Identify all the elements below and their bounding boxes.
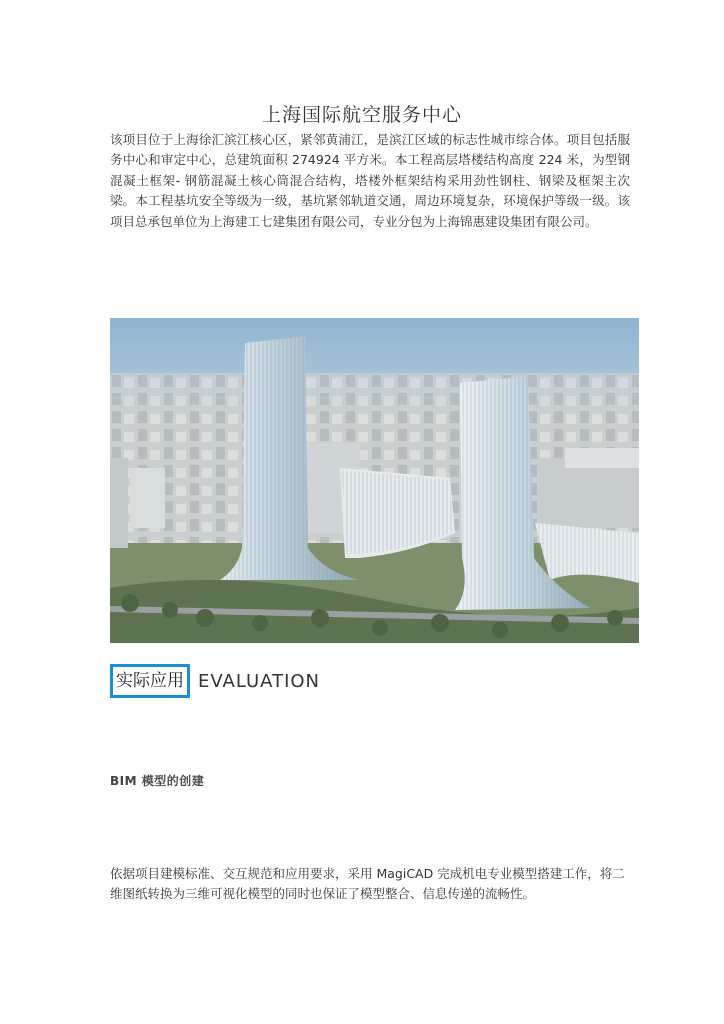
intro-paragraph: 该项目位于上海徐汇滨江核心区，紧邻黄浦江，是滨江区域的标志性城市综合体。项目包括服务中心和审定中心，总建筑面积 274924 平方米。本工程高层塔楼结构高度 224 米，为型钢混凝土框架- 钢筋混凝土核心筒混合结构，塔楼外框架结构采用劲性钢柱、钢梁及框架主次梁。本工程基坑安全等级为一级，基坑紧邻轨道交通，周边环境复杂，环境保护等级一级。该项目总承包单位为上海建工七建集团有限公司，专业分包为上海锦惠建设集团有限公司。: [110, 132, 630, 229]
section-label-cn: 实际应用: [110, 664, 190, 698]
section-header: [110, 664, 320, 698]
building-rendering-image: [110, 318, 639, 643]
page-title: 上海国际航空服务中心: [261, 104, 462, 126]
section-label-en: EVALUATION: [198, 670, 321, 692]
subheading: BIM 模型的创建: [110, 774, 205, 788]
building-rendering-svg: [110, 318, 639, 643]
body-paragraph: 依据项目建模标准、交互规范和应用要求，采用 MagiCAD 完成机电专业模型搭建工作，将二维图纸转换为三维可视化模型的同时也保证了模型整合、信息传递的流畅性。: [110, 866, 625, 901]
